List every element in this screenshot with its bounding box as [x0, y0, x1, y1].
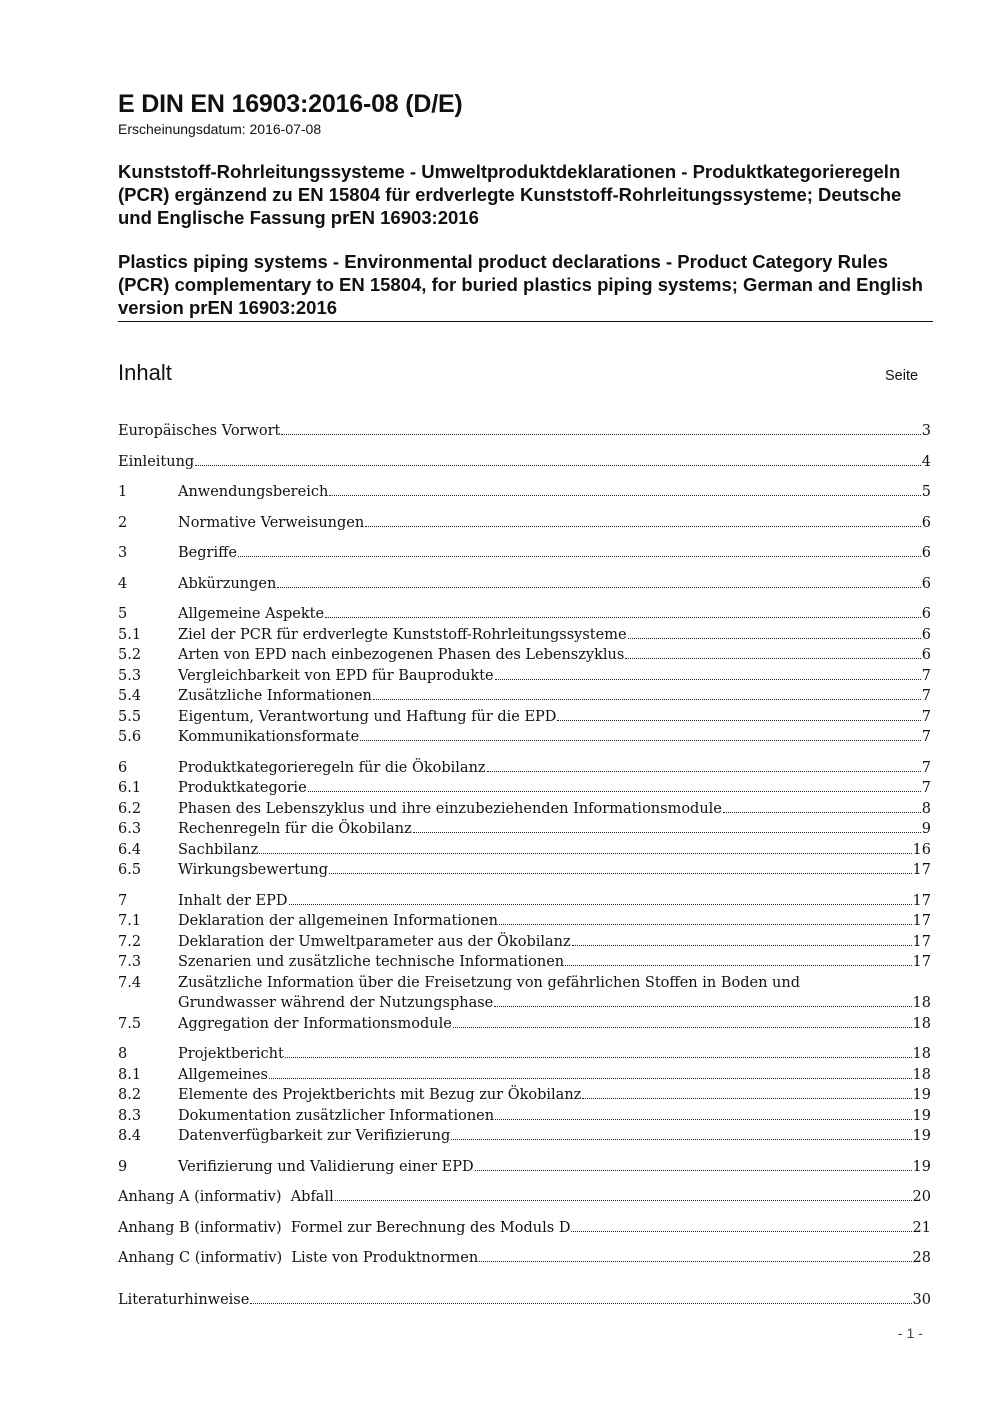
toc-leader-dots [329, 495, 920, 496]
toc-entry-title: Begriffe [178, 544, 237, 561]
toc-entry-number: 7 [118, 892, 128, 909]
toc-entry-number: 6 [118, 759, 128, 776]
toc-leader-dots [451, 1139, 911, 1140]
toc-entry-page: 17 [912, 892, 931, 909]
toc-entry-title: Produktkategorieregeln für die Ökobilanz [178, 759, 486, 776]
toc-entry[interactable] [118, 857, 931, 878]
toc-entry[interactable] [118, 601, 931, 622]
toc-entry[interactable] [118, 622, 931, 643]
toc-leader-dots [625, 658, 920, 659]
toc-leader-dots [494, 1006, 911, 1007]
toc-entry-page: 6 [921, 575, 931, 592]
toc-leader-dots [572, 945, 912, 946]
toc-entry-number: 8.1 [118, 1066, 142, 1083]
toc-entry[interactable] [118, 816, 931, 837]
toc-leader-dots [195, 465, 921, 466]
toc-entry-title: Produktkategorie [178, 779, 307, 796]
toc-entry[interactable] [118, 571, 931, 592]
toc-entry[interactable] [118, 949, 931, 970]
toc-entry-page: 28 [912, 1249, 931, 1266]
toc-entry-title: Eigentum, Verantwortung und Haftung für die EPD [178, 708, 557, 725]
toc-leader-dots [499, 924, 912, 925]
toc-entry-title: Inhalt der EPD [178, 892, 288, 909]
toc-entry-page: 18 [912, 1015, 931, 1032]
toc-entry[interactable] [118, 775, 931, 796]
toc-entry-page: 7 [921, 779, 931, 796]
toc-leader-dots [479, 1261, 911, 1262]
toc-entry-number: 5.6 [118, 728, 142, 745]
toc-entry-page: 19 [912, 1086, 931, 1103]
toc-entry-page: 8 [921, 800, 931, 817]
toc-entry[interactable] [118, 642, 931, 663]
toc-entry-page: 7 [921, 728, 931, 745]
toc-entry-number: 5 [118, 605, 128, 622]
toc-leader-dots [557, 720, 920, 721]
toc-entry-title: Ziel der PCR für erdverlegte Kunststoff-Rohrleitungssysteme [178, 626, 627, 643]
toc-entry-number: 7.3 [118, 953, 142, 970]
toc-entry-number: 6.2 [118, 800, 142, 817]
toc-leader-dots [487, 771, 921, 772]
toc-entry-number: 7.1 [118, 912, 142, 929]
toc-entry-continuation[interactable] [118, 991, 931, 1012]
toc-entry-page: 7 [921, 687, 931, 704]
toc-entry-page: 3 [921, 422, 931, 439]
toc-entry-page: 9 [921, 820, 931, 837]
toc-leader-dots [373, 699, 921, 700]
toc-entry-page: 4 [921, 453, 931, 470]
toc-entry[interactable] [118, 1041, 931, 1062]
toc-leader-dots [308, 791, 921, 792]
toc-entry-title: Allgemeines [178, 1066, 268, 1083]
toc-entry-number: 1 [118, 483, 128, 500]
toc-entry[interactable] [118, 663, 931, 684]
toc-entry-title: Literaturhinweise [118, 1291, 250, 1308]
toc-leader-dots [259, 853, 911, 854]
toc-entry[interactable] [118, 1184, 931, 1205]
toc-entry-title: Anhang B (informativ) Formel zur Berechnung des Moduls D [118, 1219, 571, 1236]
toc-leader-dots [281, 434, 920, 435]
toc-entry-title: Elemente des Projektberichts mit Bezug zur Ökobilanz [178, 1086, 582, 1103]
title-divider [118, 321, 933, 322]
toc-entry-number: 8.4 [118, 1127, 142, 1144]
toc-entry-title-continued: Grundwasser während der Nutzungsphase [178, 995, 494, 1011]
toc-entry-title: Einleitung [118, 453, 195, 470]
toc-entry[interactable] [118, 1082, 931, 1103]
toc-leader-dots [269, 1078, 912, 1079]
toc-entry[interactable] [118, 1245, 931, 1266]
toc-heading: Inhalt [118, 360, 172, 385]
page-number: - 1 - [898, 1325, 923, 1341]
toc-entry[interactable] [118, 449, 931, 470]
toc-entry[interactable] [118, 704, 931, 725]
toc-leader-dots [325, 617, 921, 618]
toc-entry-page: 18 [912, 995, 931, 1011]
toc-entry-number: 5.4 [118, 687, 142, 704]
toc-entry-title: Deklaration der allgemeinen Informationen [178, 912, 498, 929]
toc-entry-page: 7 [921, 667, 931, 684]
toc-entry-page: 6 [921, 544, 931, 561]
toc-leader-dots [495, 679, 921, 680]
standard-id: E DIN EN 16903:2016-08 (D/E) [118, 90, 463, 118]
toc-entry[interactable] [118, 837, 931, 858]
title-english: Plastics piping systems - Environmental product declarations - Product Category Rules (PCR) complementary to EN 15804, for buried plastics piping systems; German and English version prEN 16903:2016 [118, 251, 923, 318]
toc-entry-title: Dokumentation zusätzlicher Informationen [178, 1107, 495, 1124]
toc-entry-title: Wirkungsbewertung [178, 861, 328, 878]
toc-entry-number: 6.1 [118, 779, 142, 796]
toc-entry-page: 6 [921, 605, 931, 622]
toc-entry-title: Normative Verweisungen [178, 514, 365, 531]
toc-entry[interactable] [118, 796, 931, 817]
toc-entry[interactable] [118, 1123, 931, 1144]
toc-leader-dots [475, 1170, 912, 1171]
toc-entry[interactable] [118, 1287, 931, 1308]
toc-entry-number: 5.1 [118, 626, 142, 643]
toc-leader-dots [360, 740, 921, 741]
toc-entry-title: Verifizierung und Validierung einer EPD [178, 1158, 474, 1175]
toc-entry-page: 21 [912, 1219, 931, 1236]
toc-entry-number: 7.4 [118, 974, 142, 991]
toc-entry-title: Allgemeine Aspekte [178, 605, 325, 622]
toc-entry[interactable] [118, 683, 931, 704]
toc-leader-dots [628, 638, 921, 639]
toc-entry-number: 6.5 [118, 861, 142, 878]
toc-leader-dots [413, 832, 921, 833]
toc-entry-page: 19 [912, 1127, 931, 1144]
toc-entry[interactable] [118, 1215, 931, 1236]
toc-entry-title: Vergleichbarkeit von EPD für Bauprodukte [178, 667, 494, 684]
toc-leader-dots [335, 1200, 912, 1201]
toc-entry-page: 17 [912, 953, 931, 970]
toc-leader-dots [285, 1057, 912, 1058]
toc-entry-title: Anhang A (informativ) Abfall [118, 1188, 334, 1205]
toc-entry[interactable] [118, 1062, 931, 1083]
toc-entry[interactable] [118, 888, 931, 909]
toc-leader-dots [289, 904, 912, 905]
toc-entry-title: Datenverfügbarkeit zur Verifizierung [178, 1127, 451, 1144]
toc-leader-dots [495, 1119, 911, 1120]
toc-entry[interactable] [118, 970, 931, 991]
toc-leader-dots [238, 556, 921, 557]
publication-date: Erscheinungsdatum: 2016-07-08 [118, 121, 322, 137]
toc-entry-title: Deklaration der Umweltparameter aus der Ökobilanz [178, 933, 571, 950]
toc-entry-page: 6 [921, 514, 931, 531]
toc-entry-page: 7 [921, 759, 931, 776]
toc-entry[interactable] [118, 1011, 931, 1032]
toc-entry-title: Aggregation der Informationsmodule [178, 1015, 452, 1032]
toc-leader-dots [723, 812, 921, 813]
toc-entry[interactable] [118, 929, 931, 950]
toc-entry-title: Szenarien und zusätzliche technische Informationen [178, 953, 565, 970]
toc-leader-dots [582, 1098, 911, 1099]
toc-leader-dots [453, 1027, 912, 1028]
toc-entry-title: Rechenregeln für die Ökobilanz [178, 820, 412, 837]
toc-entry-number: 7.5 [118, 1015, 142, 1032]
toc-page-label: Seite [885, 368, 919, 384]
toc-entry-number: 8.3 [118, 1107, 142, 1124]
toc-entry-page: 19 [912, 1158, 931, 1175]
toc-entry-number: 3 [118, 544, 128, 561]
toc-leader-dots [565, 965, 911, 966]
toc-entry-page: 19 [912, 1107, 931, 1124]
toc-entry-page: 17 [912, 861, 931, 878]
toc-entry-number: 5.3 [118, 667, 142, 684]
toc-entry[interactable] [118, 755, 931, 776]
toc-leader-dots [571, 1231, 911, 1232]
toc-entry-title: Europäisches Vorwort [118, 422, 281, 439]
toc-entry-title: Abkürzungen [178, 575, 277, 592]
toc-entry-page: 16 [912, 841, 931, 858]
toc-entry-number: 9 [118, 1158, 128, 1175]
toc-entry-number: 7.2 [118, 933, 142, 950]
toc-entry-page: 18 [912, 1066, 931, 1083]
toc-entry[interactable] [118, 540, 931, 561]
toc-entry[interactable] [118, 479, 931, 500]
toc-entry-number: 6.4 [118, 841, 142, 858]
toc-entry-title: Zusätzliche Information über die Freisetzung von gefährlichen Stoffen in Boden und [178, 974, 800, 991]
toc-entry-page: 6 [921, 646, 931, 663]
toc-entry[interactable] [118, 1103, 931, 1124]
toc-entry-title: Sachbilanz [178, 841, 259, 858]
toc-entry-page: 5 [921, 483, 931, 500]
toc-entry-number: 5.2 [118, 646, 142, 663]
toc-entry-title: Kommunikationsformate [178, 728, 360, 745]
toc-entry[interactable] [118, 724, 931, 745]
toc-leader-dots [329, 873, 912, 874]
toc-entry-page: 6 [921, 626, 931, 643]
toc-entry-title: Anwendungsbereich [178, 483, 329, 500]
toc-entry-page: 30 [912, 1291, 931, 1308]
toc-entry-number: 5.5 [118, 708, 142, 725]
toc-leader-dots [365, 526, 921, 527]
toc-entry-title: Zusätzliche Informationen [178, 687, 372, 704]
toc-entry-number: 6.3 [118, 820, 142, 837]
toc-entry-number: 8 [118, 1045, 128, 1062]
toc-entry-page: 7 [921, 708, 931, 725]
toc-leader-dots [250, 1303, 911, 1304]
toc-entry-number: 4 [118, 575, 128, 592]
toc-entry-page: 17 [912, 933, 931, 950]
toc-entry-page: 17 [912, 912, 931, 929]
toc-entry-number: 2 [118, 514, 128, 531]
title-german: Kunststoff-Rohrleitungssysteme - Umweltproduktdeklarationen - Produktkategorieregeln (PCR) ergänzend zu EN 15804 für erdverlegte Kunststoff-Rohrleitungssysteme; Deutsche und Englische Fassung prEN 16903:2016 [118, 161, 902, 228]
toc-entry[interactable] [118, 418, 931, 439]
toc-entry-number: 8.2 [118, 1086, 142, 1103]
toc-entry-title: Anhang C (informativ) Liste von Produktnormen [118, 1249, 479, 1266]
toc-entry[interactable] [118, 510, 931, 531]
toc-entry-title: Phasen des Lebenszyklus und ihre einzubeziehenden Informationsmodule [178, 800, 722, 817]
toc-leader-dots [277, 587, 920, 588]
toc-entry[interactable] [118, 908, 931, 929]
toc-entry-page: 20 [912, 1188, 931, 1205]
toc-entry-title: Projektbericht [178, 1045, 284, 1062]
toc-entry-title: Arten von EPD nach einbezogenen Phasen des Lebenszyklus [178, 646, 625, 663]
toc-entry[interactable] [118, 1154, 931, 1175]
toc-entry-page: 18 [912, 1045, 931, 1062]
